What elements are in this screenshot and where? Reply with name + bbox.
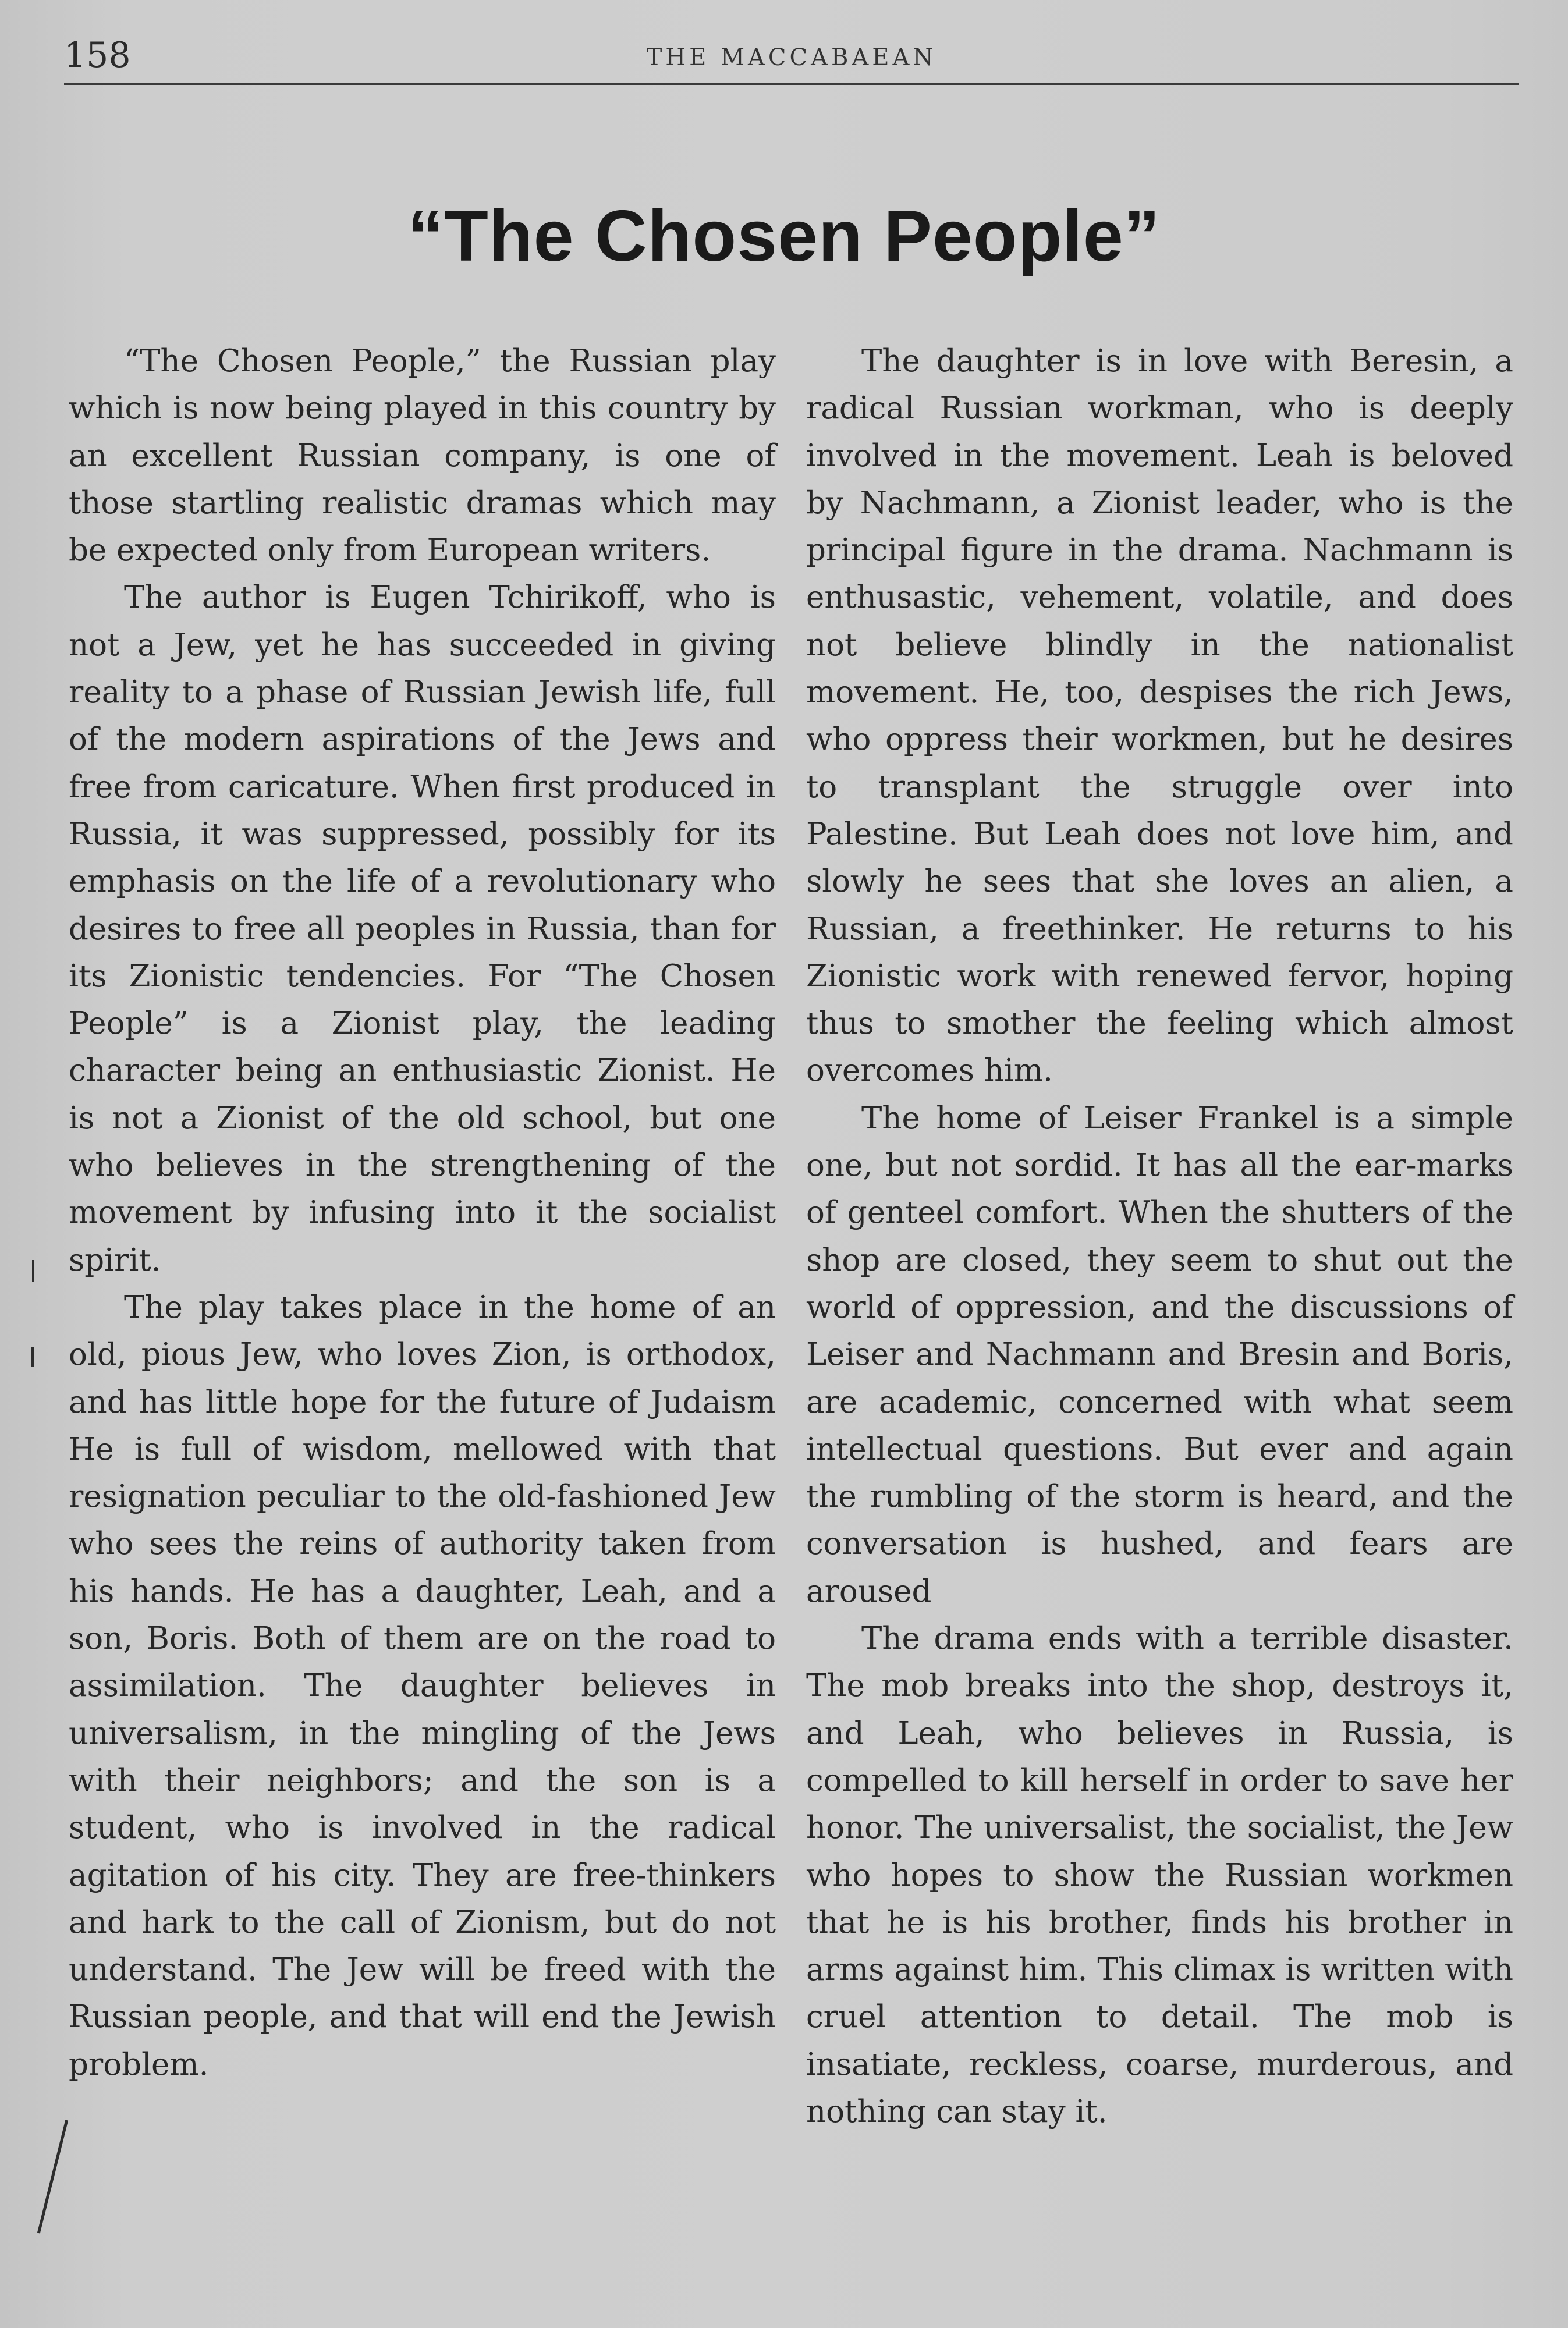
paragraph: The home of Leiser Frankel is a simple one, but not sordid. It has all the ear-marks of genteel comfort. When the shutters of the shop are closed, they seem to shut out the world of oppression, and the discussions of Leiser and Nachmann and Bresin and Boris, are academic, concerned with what seem intellectual questions. But ever and again the rumbling of the storm is heard, and the conversation is hushed, and fears are aroused [806, 1100, 1513, 1609]
journal-name: THE MACCABAEAN [646, 44, 937, 71]
paragraph: The drama ends with a terrible disaster. The mob breaks into the shop, destroys it, and Leah, who believes in Russia, is compelled to kill herself in order to save her honor. The universalist, the socialist, the Jew who hopes to show the Russian workmen that he is his brother, finds his brother in arms against him. This climax is written with cruel attention to detail. The mob is insatiate, reckless, coarse, murderous, and nothing can stay it. [806, 1621, 1513, 2130]
running-head [64, 35, 1519, 87]
paragraph: The author is Eugen Tchirikoff, who is not a Jew, yet he has succeeded in giving reality to a phase of Russian Jewish life, full of the modern aspirations of the Jews and free from caricature. When first produced in Russia, it was suppressed, possibly for its emphasis on the life of a revolutionary who desires to free all peoples in Russia, than for its Zionistic tendencies. For “The Chosen People” is a Zionist play, the leading character being an enthusiastic Zionist. He is not a Zionist of the old school, but one who believes in the strengthening of the movement by infusing into it the socialist spirit. [69, 580, 776, 1278]
paragraph: The daughter is in love with Beresin, a radical Russian workman, who is deeply involved in the movement. Leah is beloved by Nachmann, a Zionist leader, who is the principal figure in the drama. Nachmann is enthusastic, vehement, volatile, and does not believe blindly in the nationalist movement. He, too, despises the rich Jews, who oppress their workmen, but he desires to transplant the struggle over into Palestine. But Leah does not love him, and slowly he sees that she loves an alien, a Russian, a freethinker. He returns to his Zionistic work with renewed fervor, hoping thus to smother the feeling which almost overcomes him. [806, 343, 1513, 1089]
margin-pencil-mark [31, 1347, 34, 1367]
paragraph: “The Chosen People,” the Russian play which is now being played in this country by an excellent Russian company, is one of those startling realistic dramas which may be expected only from European writers. [69, 343, 776, 569]
margin-pencil-mark [37, 2120, 68, 2233]
right-column [806, 338, 1513, 2135]
page-number: 158 [64, 35, 131, 76]
article-title: “The Chosen People” [407, 196, 1161, 276]
header-rule [64, 83, 1519, 85]
margin-pencil-mark [32, 1260, 34, 1282]
left-column [69, 338, 776, 2088]
paragraph: The play takes place in the home of an old, pious Jew, who loves Zion, is orthodox, and has little hope for the future of Judaism He is full of wisdom, mellowed with that resignation peculiar to the old-fashioned Jew who sees the reins of authority taken from his hands. He has a daughter, Leah, and a son, Boris. Both of them are on the road to assimilation. The daughter believes in universalism, in the mingling of the Jews with their neighbors; and the son is a student, who is involved in the radical agitation of his city. They are free-thinkers and hark to the call of Zionism, but do not understand. The Jew will be freed with the Russian people, and that will end the Jewish problem. [69, 1289, 776, 2082]
